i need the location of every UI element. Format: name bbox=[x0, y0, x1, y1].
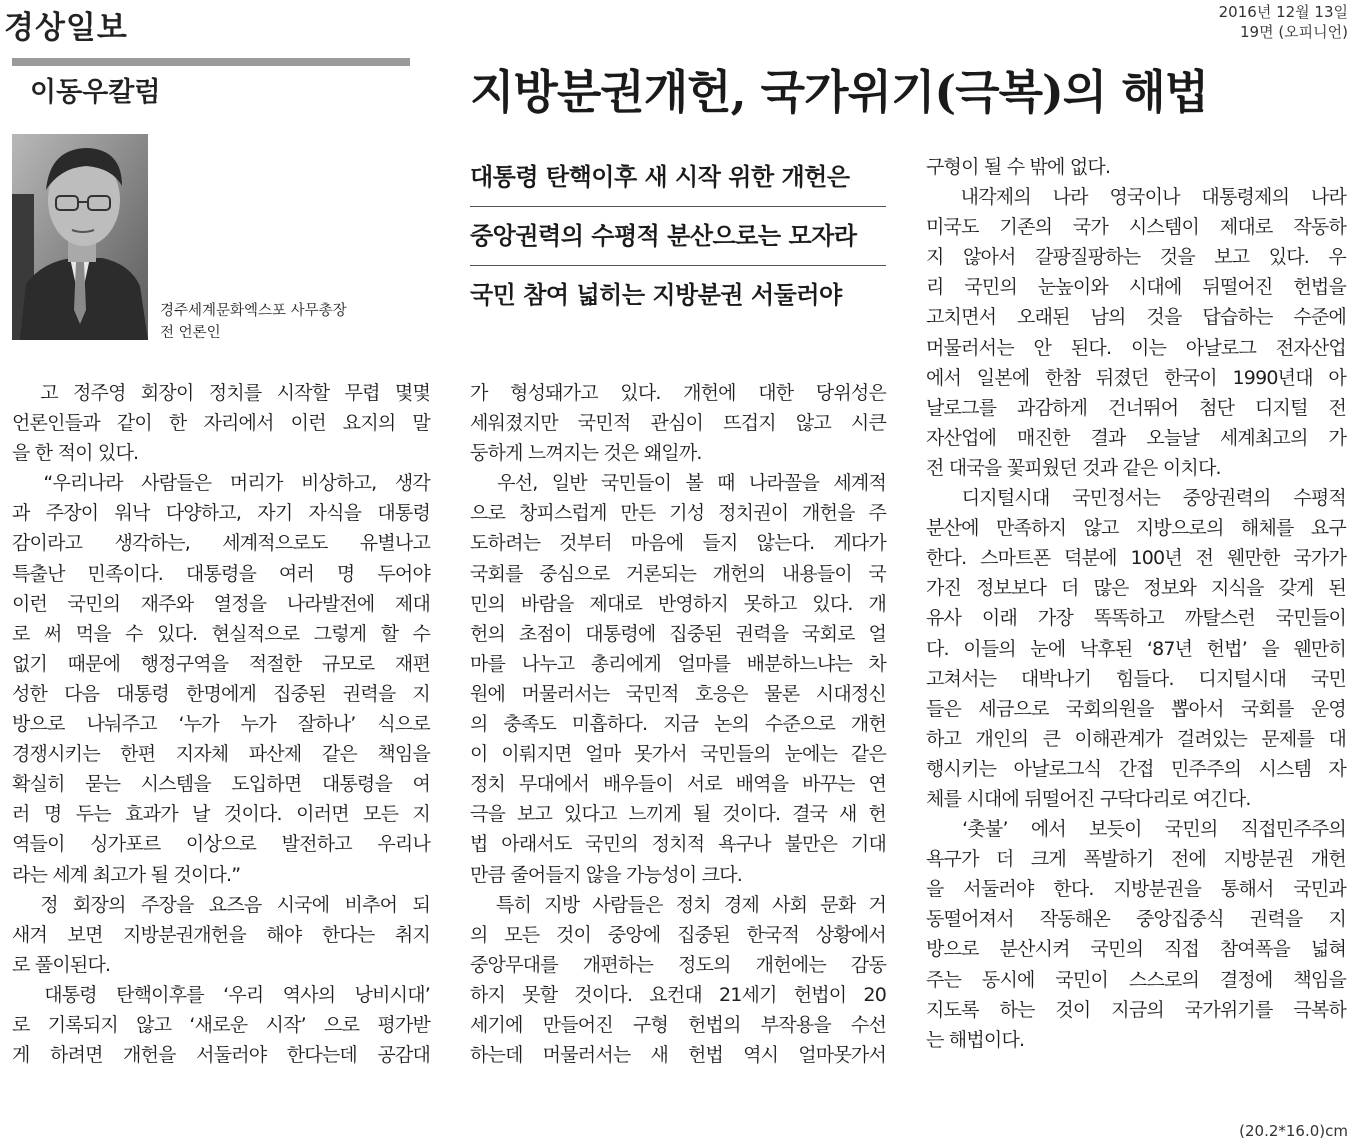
article-text-line: 러 명 두는 효과가 날 것이다. 이러면 모든 지 bbox=[12, 803, 430, 826]
article-text-line: 성한 다음 대통령 한명에게 집중된 권력을 지 bbox=[12, 682, 430, 705]
article-text-line: 게 하려면 개헌을 서둘러야 한다는데 공감대 bbox=[12, 1044, 430, 1067]
article-text-line: 이 이뤄지면 얼마 못가서 국민들의 눈에는 같은 bbox=[470, 743, 886, 766]
article-text-line: 의 충족도 미흡하다. 지금 논의 수준으로 개헌 bbox=[470, 713, 886, 736]
article-text-line: 는 해법이다. bbox=[926, 1028, 1025, 1051]
article-text-line: 전 대국을 꽃피웠던 것과 같은 이치다. bbox=[926, 456, 1221, 479]
article-text-line: 언론인들과 같이 한 자리에서 이런 요지의 말 bbox=[12, 412, 430, 435]
article-text-line: 의 모든 것이 중앙에 집중된 한국적 상황에서 bbox=[470, 923, 886, 946]
article-text-line: 고치면서 오래된 남의 것을 답습하는 수준에 bbox=[926, 306, 1346, 329]
article-size-note: (20.2*16.0)cm bbox=[1239, 1122, 1348, 1140]
article-text-line: ‘촛불’ 에서 보듯이 국민의 직접민주주의 bbox=[926, 818, 1346, 841]
subheadline: 중앙권력의 수평적 분산으로는 모자라 bbox=[470, 207, 886, 266]
column-header-bar bbox=[12, 58, 410, 66]
article-text-line: 고 정주영 회장이 정치를 시작할 무렵 몇몇 bbox=[12, 382, 430, 404]
article-text-line: 주는 동시에 국민이 스스로의 결정에 책임을 bbox=[926, 968, 1346, 991]
article-text-line: 유사 이래 가장 똑똑하고 까탈스런 국민들이 bbox=[926, 607, 1346, 630]
article-text-line: 로 기록되지 않고 ‘새로운 시작’ 으로 평가받 bbox=[12, 1013, 430, 1036]
article-text-line: 우선, 일반 국민들이 볼 때 나라꼴을 세계적 bbox=[470, 472, 886, 495]
article-text-line: 리 국민의 눈높이와 시대에 뒤떨어진 헌법을 bbox=[926, 276, 1346, 299]
article-text-line: 들은 세금으로 국회의원을 뽑아서 국회를 운영 bbox=[926, 697, 1346, 720]
author-portrait-image bbox=[12, 134, 148, 340]
subheadline: 대통령 탄핵이후 새 시작 위한 개헌은 bbox=[470, 148, 886, 207]
publication-date: 2016년 12월 13일 bbox=[1218, 3, 1348, 21]
article-text-line: 하지 못할 것이다. 요컨대 21세기 헌법이 20 bbox=[470, 983, 886, 1006]
article-text-line: 확실히 묻는 시스템을 도입하면 대통령을 여 bbox=[12, 773, 430, 796]
article-text-line: 정치 무대에서 배우들이 서로 배역을 바꾸는 연 bbox=[470, 773, 886, 796]
article-text-line: 중앙무대를 개편하는 정도의 개헌에는 감동 bbox=[470, 953, 886, 976]
article-text-line: 동떨어져서 작동해온 중앙집중식 권력을 지 bbox=[926, 908, 1346, 931]
article-text-line: 로 풀이된다. bbox=[12, 953, 111, 976]
article-headline: 지방분권개헌, 국가위기(극복)의 해법 bbox=[470, 65, 1209, 119]
article-text-line: 가진 정보보다 더 많은 정보와 지식을 갖게 된 bbox=[926, 577, 1346, 600]
author-caption bbox=[160, 300, 347, 344]
article-text-line: 다. 이들의 눈에 낙후된 ‘87년 헌법’ 을 웬만히 bbox=[926, 637, 1346, 660]
article-text-line: 대통령 탄핵이후를 ‘우리 역사의 낭비시대’ bbox=[12, 983, 430, 1006]
article-text-line: 분산에 만족하지 않고 지방으로의 해체를 요구 bbox=[926, 517, 1346, 540]
article-text-line: 미국도 기존의 국가 시스템이 제대로 작동하 bbox=[926, 216, 1346, 239]
author-title: 경주세계문화엑스포 사무총장 bbox=[160, 303, 347, 319]
article-text-line: 법 아래서도 국민의 정치적 욕구나 불만은 기대 bbox=[470, 833, 886, 856]
article-text-line: 감이라고 생각하는, 세계적으로도 유별나고 bbox=[12, 532, 430, 555]
article-text-line: 하는데 머물러서는 새 헌법 역시 얼마못가서 bbox=[470, 1044, 886, 1067]
article-text-line: 특히 지방 사람들은 정치 경제 사회 문화 거 bbox=[470, 893, 886, 916]
article-text-line: 방으로 나눠주고 ‘누가 누가 잘하나’ 식으로 bbox=[12, 713, 430, 736]
author-photo bbox=[12, 134, 148, 340]
article-text-line: 날로그를 과감하게 건너뛰어 첨단 디지털 전 bbox=[926, 396, 1346, 419]
article-text-line: 로 써 먹을 수 있다. 현실적으로 그렇게 할 수 bbox=[12, 622, 430, 645]
article-text-line: 만큼 줄어들지 않을 가능성이 크다. bbox=[470, 863, 742, 886]
article-text-line: 방으로 분산시켜 국민의 직접 참여폭을 넓혀 bbox=[926, 938, 1346, 961]
article-text-line: 내각제의 나라 영국이나 대통령제의 나라 bbox=[926, 186, 1346, 209]
article-text-line: 정 회장의 주장을 요즈음 시국에 비추어 되 bbox=[12, 893, 430, 916]
article-text-line: 없기 때문에 행정구역을 적절한 규모로 재편 bbox=[12, 652, 430, 675]
article-text-line: 욕구가 더 크게 폭발하기 전에 지방분권 개헌 bbox=[926, 848, 1346, 871]
dateline bbox=[1219, 2, 1348, 42]
article-text-line: 한다. 스마트폰 덕분에 100년 전 웬만한 국가가 bbox=[926, 547, 1346, 570]
article-text-line: 새겨 보면 지방분권개헌을 해야 한다는 취지 bbox=[12, 923, 430, 946]
article-text-line: 민의 바람을 제대로 반영하지 못하고 있다. 개 bbox=[470, 592, 886, 615]
article-text-line: 특출난 민족이다. 대통령을 여러 명 두어야 bbox=[12, 562, 430, 585]
article-text-line: 극을 보고 있다고 느끼게 될 것이다. 결국 새 헌 bbox=[470, 803, 886, 826]
article-text-line: 을 서둘러야 한다. 지방분권을 통해서 국민과 bbox=[926, 878, 1346, 901]
column-name: 이동우칼럼 bbox=[30, 77, 161, 108]
subheadline: 국민 참여 넓히는 지방분권 서둘러야 bbox=[470, 280, 842, 309]
article-text-line: 라는 세계 최고가 될 것이다.” bbox=[12, 863, 241, 886]
article-text-line: 행시키는 아날로그식 간접 민주주의 시스템 자 bbox=[926, 757, 1346, 780]
article-text-line: 마를 나누고 총리에게 얼마를 배분하느냐는 차 bbox=[470, 652, 886, 675]
article-text-line: 세워졌지만 국민적 관심이 뜨겁지 않고 시큰 bbox=[470, 412, 886, 435]
article-text-line: “우리나라 사람들은 머리가 비상하고, 생각 bbox=[12, 472, 430, 495]
article-text-line: 지도록 하는 것이 지금의 국가위기를 극복하 bbox=[926, 998, 1346, 1021]
article-text-line: 을 한 적이 있다. bbox=[12, 442, 139, 465]
article-text-line: 가 형성돼가고 있다. 개헌에 대한 당위성은 bbox=[470, 382, 886, 404]
article-text-line: 하고 개인의 큰 이해관계가 걸려있는 문제를 대 bbox=[926, 727, 1346, 750]
article-text-line: 헌의 초점이 대통령에 집중된 권력을 국회로 얼 bbox=[470, 622, 886, 645]
article-text-line: 구형이 될 수 밖에 없다. bbox=[926, 156, 1111, 178]
newspaper-masthead: 경상일보 bbox=[4, 10, 128, 46]
article-text-line: 역들이 싱가포르 이상으로 발전하고 우리나 bbox=[12, 833, 430, 856]
article-text-line: 에서 일본에 한참 뒤졌던 한국이 1990년대 아 bbox=[926, 366, 1346, 389]
article-text-line: 자산업에 매진한 결과 오늘날 세계최고의 가 bbox=[926, 426, 1346, 449]
article-text-line: 도하려는 것부터 마음에 들지 않는다. 게다가 bbox=[470, 532, 886, 555]
article-text-line: 이런 국민의 재주와 열정을 나라발전에 제대 bbox=[12, 592, 430, 615]
article-text-line: 체를 시대에 뒤떨어진 구닥다리로 여긴다. bbox=[926, 787, 1251, 810]
article-text-line: 과 주장이 워낙 다양하고, 자기 자식을 대통령 bbox=[12, 502, 430, 525]
article-text-line: 경쟁시키는 한편 지자체 파산제 같은 책임을 bbox=[12, 743, 430, 766]
subheadline-box bbox=[470, 148, 886, 324]
article-column-2 bbox=[470, 378, 886, 1070]
article-text-line: 세기에 만들어진 구형 헌법의 부작용을 수선 bbox=[470, 1013, 886, 1036]
article-text-line: 으로 창피스럽게 만든 기성 정치권이 개헌을 주 bbox=[470, 502, 886, 525]
article-text-line: 디지털시대 국민정서는 중앙권력의 수평적 bbox=[926, 487, 1346, 510]
article-text-line: 지 않아서 갈팡질팡하는 것을 보고 있다. 우 bbox=[926, 246, 1346, 269]
page-section: 19면 (오피니언) bbox=[1239, 23, 1348, 41]
article-text-line: 국회를 중심으로 거론되는 개헌의 내용들이 국 bbox=[470, 562, 886, 585]
article-text-line: 머물러서는 안 된다. 이는 아날로그 전자산업 bbox=[926, 336, 1346, 359]
article-column-3 bbox=[926, 152, 1346, 1055]
article-column-1 bbox=[12, 378, 430, 1070]
author-former-role: 전 언론인 bbox=[160, 325, 221, 341]
article-text-line: 고쳐서는 대박나기 힘들다. 디지털시대 국민 bbox=[926, 667, 1346, 690]
article-text-line: 원에 머물러서는 국민적 호응은 물론 시대정신 bbox=[470, 682, 886, 705]
article-text-line: 둥하게 느껴지는 것은 왜일까. bbox=[470, 442, 702, 465]
